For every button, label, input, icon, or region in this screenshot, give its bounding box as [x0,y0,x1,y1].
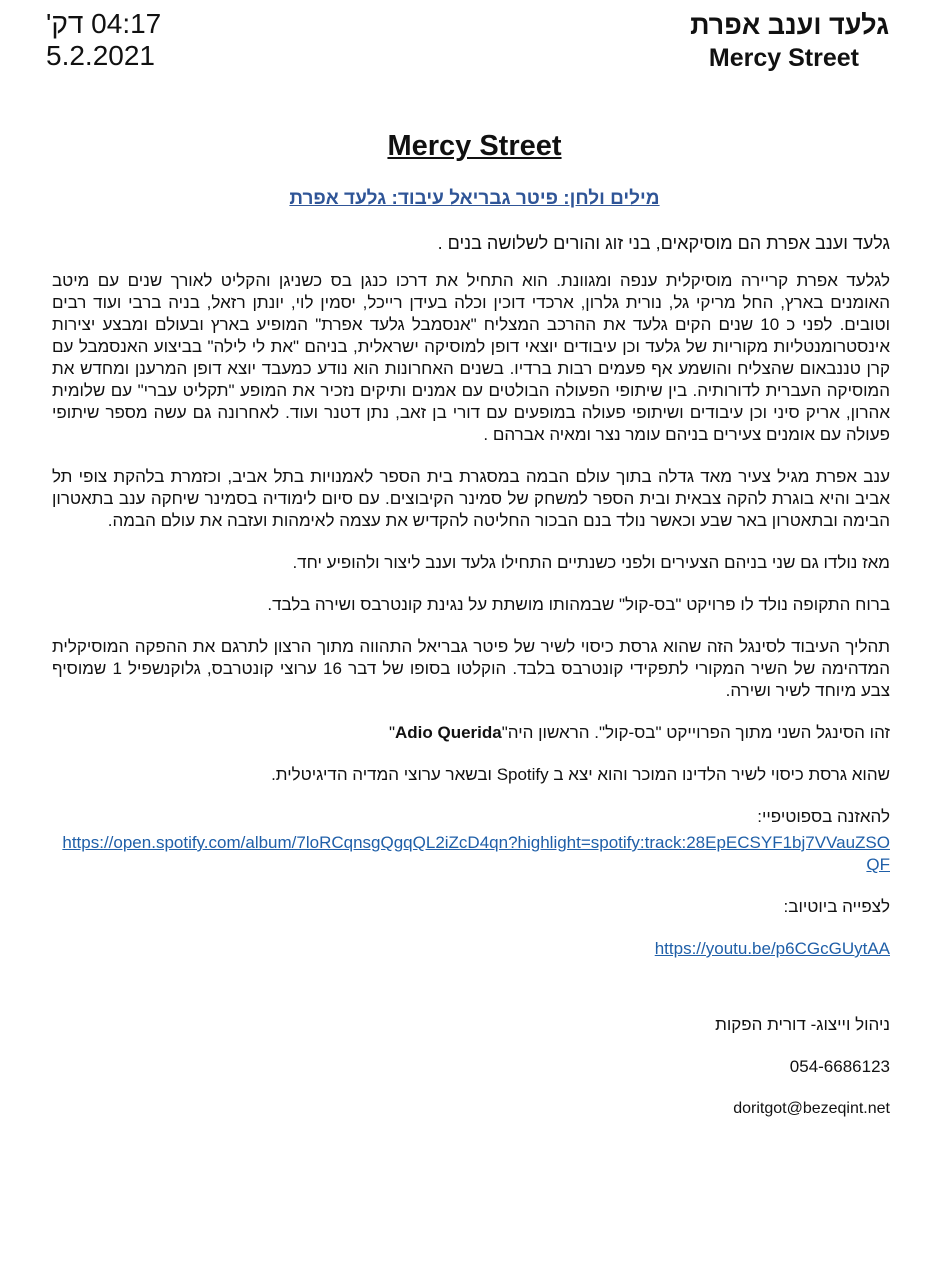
paragraph-single [52,722,890,744]
main-content [52,232,890,1140]
spotify-link-wrap [52,832,890,876]
spotify-label: להאזנה בספוטיפיי: [757,807,890,826]
single-text-before: זהו הסינגל השני מתוך הפרוייקט "בס-קול". הראשון היה" [501,723,890,742]
youtube-link[interactable]: https://youtu.be/p6CGcGUytAA [654,939,890,958]
paragraph-spotify-release: שהוא גרסת כיסוי לשיר הלדינו המוכר והוא יצא ב Spotify ובשאר ערוצי המדיה הדיגיטלית. [271,765,890,784]
paragraph-arrangement: תהליך העיבוד לסינגל הזה שהוא גרסת כיסוי לשיר של פיטר גבריאל התהווה מתוך הרצון לתרגם את ההפקה המוסיקלית המדהימה של השיר המקורי לתפקידי קונטרבס בלבד. הוקלטו בסופו של דבר 16 ערוצי קונטרבס, גלוקנשפיל 1 שמוסיף צבע מיוחד לשיר ושירה. [52,637,891,700]
paragraph-project: ברוח התקופה נולד לו פרויקט "בס-קול" שבמהותו מושתת על נגינת קונטרבס ושירה בלבד. [267,595,890,614]
bio-paragraph-gilad: לגלעד אפרת קריירה מוסיקלית ענפה ומגוונת. הוא התחיל את דרכו כנגן בס כשניגן והקליט לאורך שנים עם מיטב האומנים בארץ, החל מריקי גל, נורית גלרון, ארכדי דוכין וכלה בעידן רייכל, יסמין לוי, יונתן רזאל, בניה ברבי ועוד רבים וטובים. לפני כ 10 שנים הקים גלעד את ההרכב המצליח "אנסמבל גלעד אפרת" המופיע בארץ ובעולם ומבצע יצירות אינסטרומנטליות מקוריות של גלעד וכן עיבודים יוצאי דופן למוסיקה ישראלית, בניהם "את לי לילה" בביצוע האנסמבל עם קרן טננבאום שהצליח והושמע אף פעמים רבות ברדיו. בשנים האחרונות הוא נודע כמעבד יוצא דופן המרענן ומחדש את המוסיקה העברית לדורותיה. בין שיתופי הפעולה הבולטים עם אמנים ותיקים נזכיר את המופע "תקליט עברי" עם שלומית אהרון, אריק סיני וכן עיבודים ושיתופי פעולה במופעים עם דורי בן זאב, נתן דטנר ועוד. לאחרונה גם עשה מספר שיתופי פעולה עם אומנים צעירים בניהם עומר נצר ומאיה אברהם . [52,271,890,444]
header-artist-block [690,8,889,74]
spotify-link[interactable]: https://open.spotify.com/album/7loRCqnsgQgqQL2iZcD4qn?highlight=spotify:track:28EpECSYF1bj7VVauZSOQF [62,833,890,874]
release-date: 5.2.2021 [46,40,155,71]
contact-block [52,1014,890,1120]
first-single-name: Adio Querida [395,723,502,742]
header-meta [46,8,161,72]
email-address: doritgot@bezeqint.net [733,1100,890,1117]
bio-paragraph-enav: ענב אפרת מגיל צעיר מאד גדלה בתוך עולם הבמה במסגרת בית הספר לאמנויות בתל אביב, וכזמרת בלהקת צופי תל אביב והיא בוגרת להקה צבאית ובית הספר למשחק של סמינר הקיבוצים. עם סיום לימודיה בסמינר שיחקה ענב בתאטרון הבימה ובתאטרון באר שבע וכאשר נולד בנם הבכור החליטה להקדיש את עצמה לאימהות ועזבה את עולם הבמה. [52,467,890,530]
manager-line: ניהול וייצוג- דורית הפקות [715,1015,890,1034]
intro-paragraph: גלעד וענב אפרת הם מוסיקאים, בני זוג והורים לשלושה בנים . [437,233,890,253]
page-title: Mercy Street [387,130,562,162]
phone-number: 054-6686123 [789,1057,890,1076]
youtube-link-wrap [52,938,890,960]
single-text-after: " [388,723,395,742]
credits-line: מילים ולחן: פיטר גבריאל עיבוד: גלעד אפרת [289,188,660,209]
song-name: Mercy Street [708,44,859,72]
artist-name: גלעד וענב אפרת [690,10,889,40]
paragraph-together: מאז נולדו גם שני בניהם הצעירים ולפני כשנתיים התחילו גלעד וענב ליצור ולהופיע יחד. [292,553,890,572]
youtube-label: לצפייה ביוטיוב: [783,897,890,916]
duration: 04:17 דק' [46,8,162,39]
